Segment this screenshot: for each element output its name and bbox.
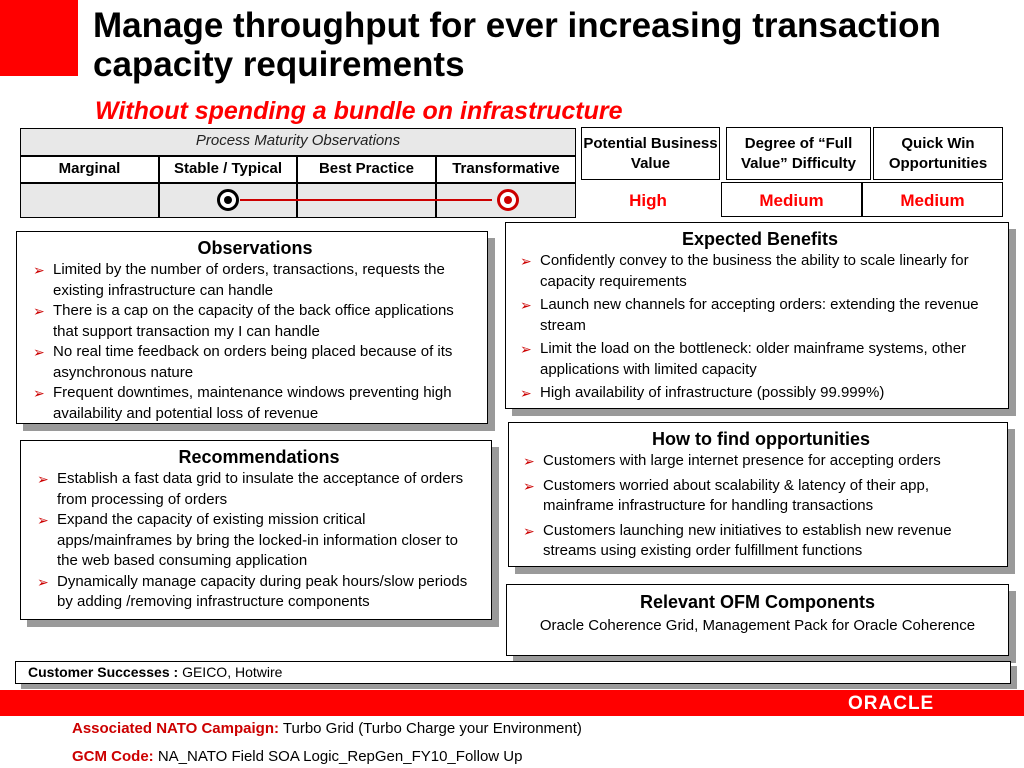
list-item: ➢ Frequent downtimes, maintenance windows preventing high availability and potential loss of revenue: [33, 384, 452, 422]
maturity-level-transformative: Transformative: [436, 156, 576, 183]
arrow-bullet-icon: ➢: [33, 262, 45, 278]
list-item: ➢ Customers worried about scalability & latency of their app, mainframe infrastructure for handling transactions: [523, 476, 930, 514]
arrow-bullet-icon: ➢: [37, 573, 49, 590]
ofm-components-panel: [506, 584, 1009, 656]
list-item: ➢ Customers with large internet presence for accepting orders: [521, 451, 1001, 472]
list-item: ➢ High availability of infrastructure (possibly 99.999%): [518, 383, 1002, 404]
observations-title: Observations: [197, 238, 313, 258]
maturity-cell-marginal: [20, 183, 159, 218]
maturity-level-stable: Stable / Typical: [159, 156, 297, 183]
target-maturity-marker-icon: [497, 189, 519, 211]
oracle-logo: ORACLE: [848, 693, 935, 714]
campaign-label: Associated NATO Campaign:: [72, 720, 279, 737]
maturity-level-marginal: Marginal: [20, 156, 159, 183]
list-item: ➢ Customers launching new initiatives to establish new revenue streams using existing order fulfillment functions: [523, 521, 952, 559]
maturity-level-best-practice: Best Practice: [297, 156, 436, 183]
ofm-components-title: Relevant OFM Components: [639, 592, 876, 612]
customer-successes-label: Customer Successes :: [28, 664, 179, 680]
list-item: ➢ Limit the load on the bottleneck: older mainframe systems, other applications with limited capacity: [520, 340, 967, 378]
expected-benefits-panel: [505, 222, 1009, 409]
full-value-difficulty-value: Medium: [721, 182, 862, 217]
arrow-bullet-icon: ➢: [37, 512, 49, 528]
gcm-code-label: GCM Code:: [72, 748, 154, 765]
arrow-bullet-icon: ➢: [520, 385, 532, 401]
gcm-code-value: NA_NATO Field SOA Logic_RepGen_FY10_Follow Up: [157, 748, 523, 765]
customer-successes-bar: [15, 661, 1011, 684]
arrow-bullet-icon: ➢: [33, 303, 45, 319]
list-item: ➢ There is a cap on the capacity of the back office applications that support transaction my I can handle: [33, 302, 454, 340]
potential-business-value-header: Potential Business Value: [581, 127, 720, 180]
full-value-difficulty-header: Degree of “Full Value” Difficulty: [726, 127, 871, 180]
page-subtitle: Without spending a bundle on infrastructure: [95, 97, 623, 125]
gcm-code-line: [72, 747, 522, 767]
list-item: ➢ Establish a fast data grid to insulate the acceptance of orders from processing of orders: [37, 470, 464, 508]
quick-win-header: Quick Win Opportunities: [873, 127, 1003, 180]
expected-benefits-title: Expected Benefits: [681, 229, 839, 249]
campaign-value: Turbo Grid (Turbo Charge your Environment): [282, 720, 582, 737]
opportunities-title: How to find opportunities: [652, 429, 870, 449]
observations-panel: [16, 231, 488, 424]
customer-successes-value: GEICO, Hotwire: [182, 664, 283, 680]
arrow-bullet-icon: ➢: [523, 477, 535, 494]
recommendations-panel: [20, 440, 492, 620]
opportunities-panel: [508, 422, 1008, 567]
list-item: ➢ Limited by the number of orders, transactions, requests the existing infrastructure can handle: [33, 261, 445, 299]
page-title: Manage throughput for ever increasing transaction capacity requirements: [93, 6, 941, 84]
arrow-bullet-icon: ➢: [523, 453, 535, 469]
arrow-bullet-icon: ➢: [520, 341, 532, 357]
arrow-bullet-icon: ➢: [520, 297, 532, 313]
arrow-bullet-icon: ➢: [520, 253, 532, 269]
ofm-components-text: Oracle Coherence Grid, Management Pack for Oracle Coherence: [539, 617, 976, 634]
arrow-bullet-icon: ➢: [37, 471, 49, 487]
maturity-progress-arrow: [240, 199, 492, 201]
list-item: ➢ Dynamically manage capacity during peak hours/slow periods by adding /removing infrastructure components: [37, 572, 468, 610]
potential-business-value: High: [576, 182, 720, 217]
arrow-bullet-icon: ➢: [33, 385, 45, 401]
current-maturity-marker-icon: [217, 189, 239, 211]
campaign-line: [72, 719, 582, 739]
list-item: ➢ Confidently convey to the business the ability to scale linearly for capacity requirements: [520, 252, 969, 290]
list-item: ➢ Expand the capacity of existing mission critical apps/mainframes by bring the locked-in information closer to the web based consuming application: [37, 511, 459, 569]
list-item: ➢ Launch new channels for accepting orders: extending the revenue stream: [520, 296, 979, 334]
process-maturity-header: Process Maturity Observations: [20, 128, 576, 156]
brand-red-square: [0, 0, 78, 76]
recommendations-title: Recommendations: [178, 447, 340, 467]
list-item: ➢ No real time feedback on orders being placed because of its asynchronous nature: [33, 343, 453, 381]
arrow-bullet-icon: ➢: [523, 522, 535, 539]
quick-win-value: Medium: [862, 182, 1003, 217]
arrow-bullet-icon: ➢: [33, 344, 45, 360]
